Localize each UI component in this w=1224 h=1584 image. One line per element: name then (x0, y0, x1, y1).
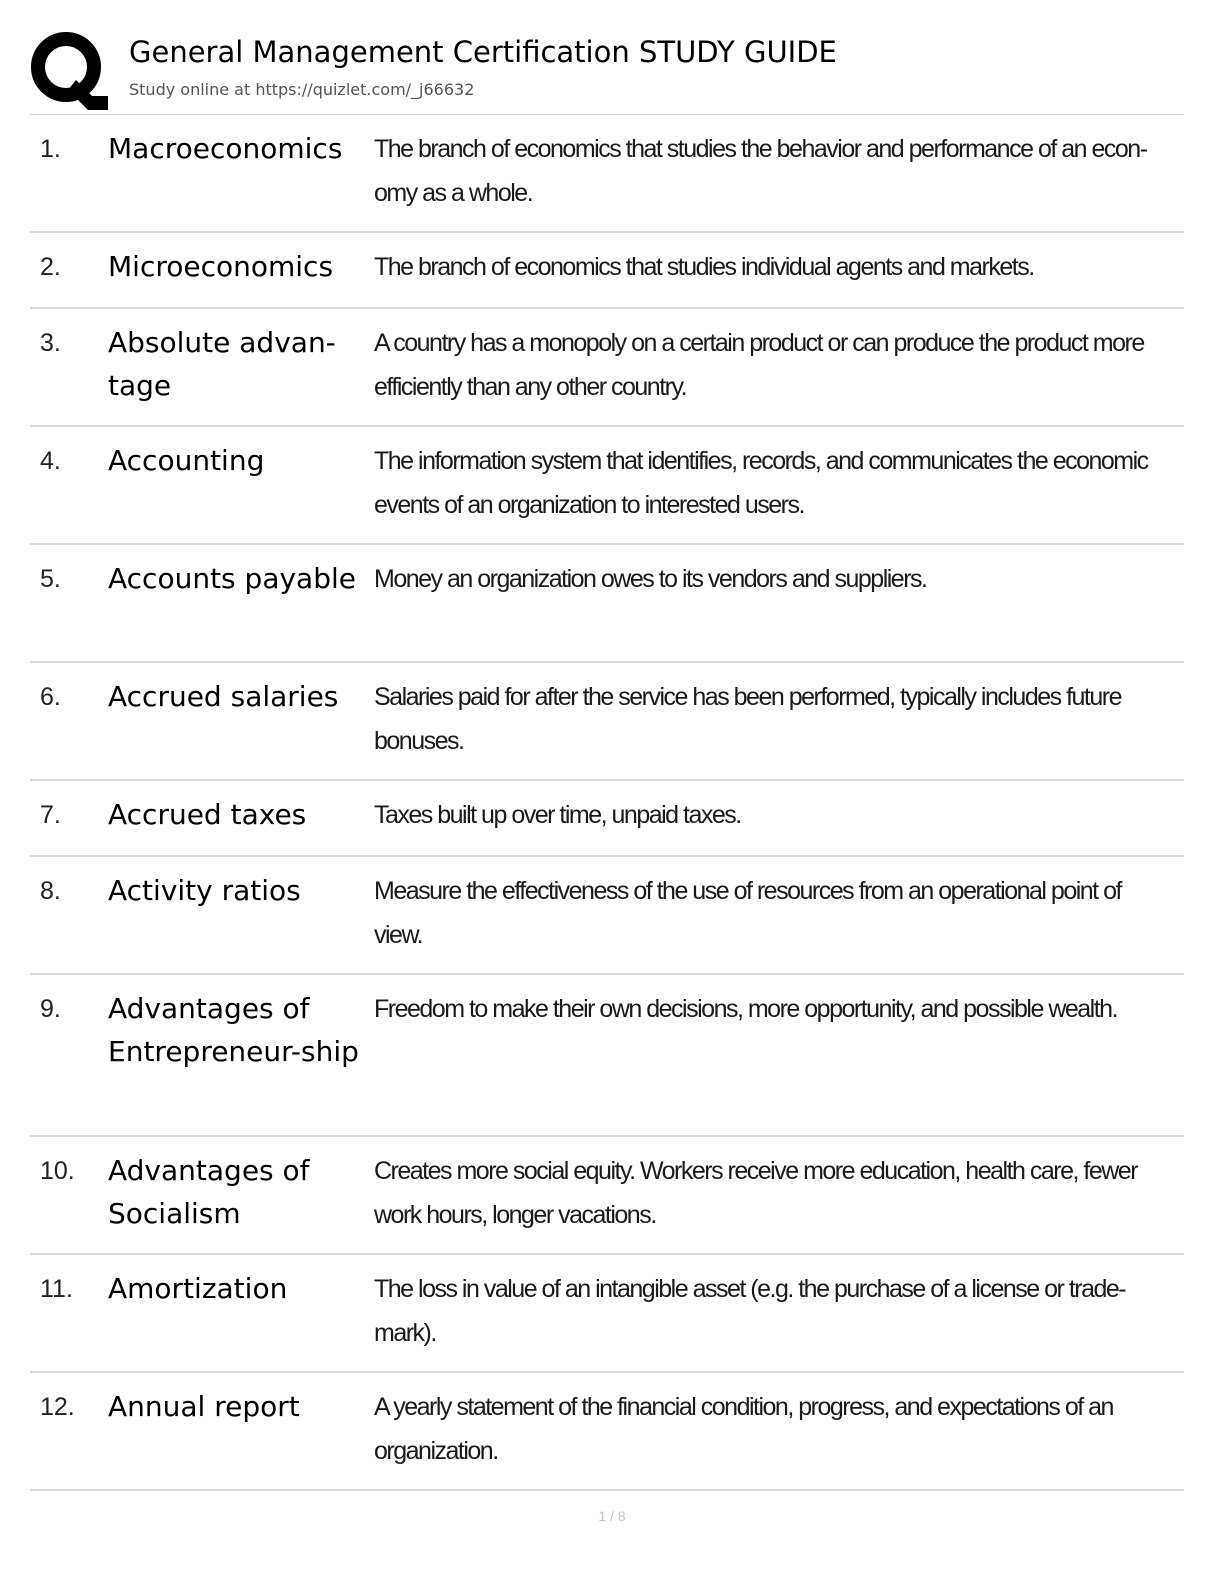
term-definition: Creates more social equity. Workers receive more education, health care, fewer work hours, longer vacations. (374, 1157, 1138, 1229)
study-online-link[interactable]: Study online at https://quizlet.com/_j66632 (129, 80, 475, 99)
term-row (30, 663, 1184, 781)
term-definition: The loss in value of an intangible asset (e.g. the purchase of a license or trade-mark). (374, 1275, 1126, 1347)
term-row (30, 115, 1184, 233)
page-number: 1 / 8 (598, 1508, 626, 1524)
term-number: 4. (40, 447, 61, 475)
quizlet-logo-icon (30, 30, 110, 110)
term-row (30, 975, 1184, 1137)
term-name: Macroeconomics (108, 132, 343, 165)
term-number: 10. (40, 1157, 75, 1185)
term-definition: A yearly statement of the financial condition, progress, and expectations of an organization. (374, 1393, 1113, 1465)
term-row (30, 309, 1184, 427)
term-number: 11. (40, 1275, 73, 1303)
term-number: 2. (40, 253, 61, 281)
term-definition: Freedom to make their own decisions, more opportunity, and possible wealth. (374, 995, 1118, 1023)
term-definition: The information system that identifies, records, and communicates the economic events of an organization to interested users. (374, 447, 1148, 519)
term-row (30, 427, 1184, 545)
term-number: 3. (40, 329, 61, 357)
term-definition: Salaries paid for after the service has been performed, typically includes future bonuses. (374, 683, 1122, 755)
term-row (30, 781, 1184, 857)
term-row (30, 233, 1184, 309)
term-definition: Money an organization owes to its vendors and suppliers. (374, 565, 927, 593)
term-name: Annual report (108, 1390, 300, 1423)
term-name: Accrued taxes (108, 798, 307, 831)
term-definition: A country has a monopoly on a certain product or can produce the product more efficiently than any other country. (374, 329, 1144, 401)
page-header (30, 30, 1184, 115)
term-number: 8. (40, 877, 61, 905)
term-name: Accounting (108, 444, 265, 477)
term-row (30, 1373, 1184, 1491)
term-name: Advantages of Socialism (108, 1154, 310, 1230)
term-name: Microeconomics (108, 250, 334, 283)
term-name: Absolute advan-tage (108, 326, 336, 402)
term-definition: Taxes built up over time, unpaid taxes. (374, 801, 741, 829)
term-number: 1. (40, 135, 61, 163)
term-number: 12. (40, 1393, 75, 1421)
term-definition: Measure the effectiveness of the use of resources from an operational point of view. (374, 877, 1121, 949)
page-title: General Management Certification STUDY GUIDE (129, 35, 837, 69)
term-row (30, 857, 1184, 975)
term-definition: The branch of economics that studies the behavior and performance of an econ-omy as a whole. (374, 135, 1147, 207)
term-name: Activity ratios (108, 874, 301, 907)
term-number: 9. (40, 995, 61, 1023)
term-number: 5. (40, 565, 61, 593)
term-list (30, 115, 1184, 1491)
term-row (30, 1137, 1184, 1255)
term-number: 7. (40, 801, 61, 829)
term-row (30, 545, 1184, 663)
term-name: Amortization (108, 1272, 288, 1305)
term-name: Accrued salaries (108, 680, 339, 713)
term-name: Accounts payable (108, 562, 356, 595)
term-number: 6. (40, 683, 61, 711)
term-definition: The branch of economics that studies individual agents and markets. (374, 253, 1034, 281)
term-row (30, 1255, 1184, 1373)
term-name: Advantages of Entrepreneur-ship (108, 992, 359, 1068)
